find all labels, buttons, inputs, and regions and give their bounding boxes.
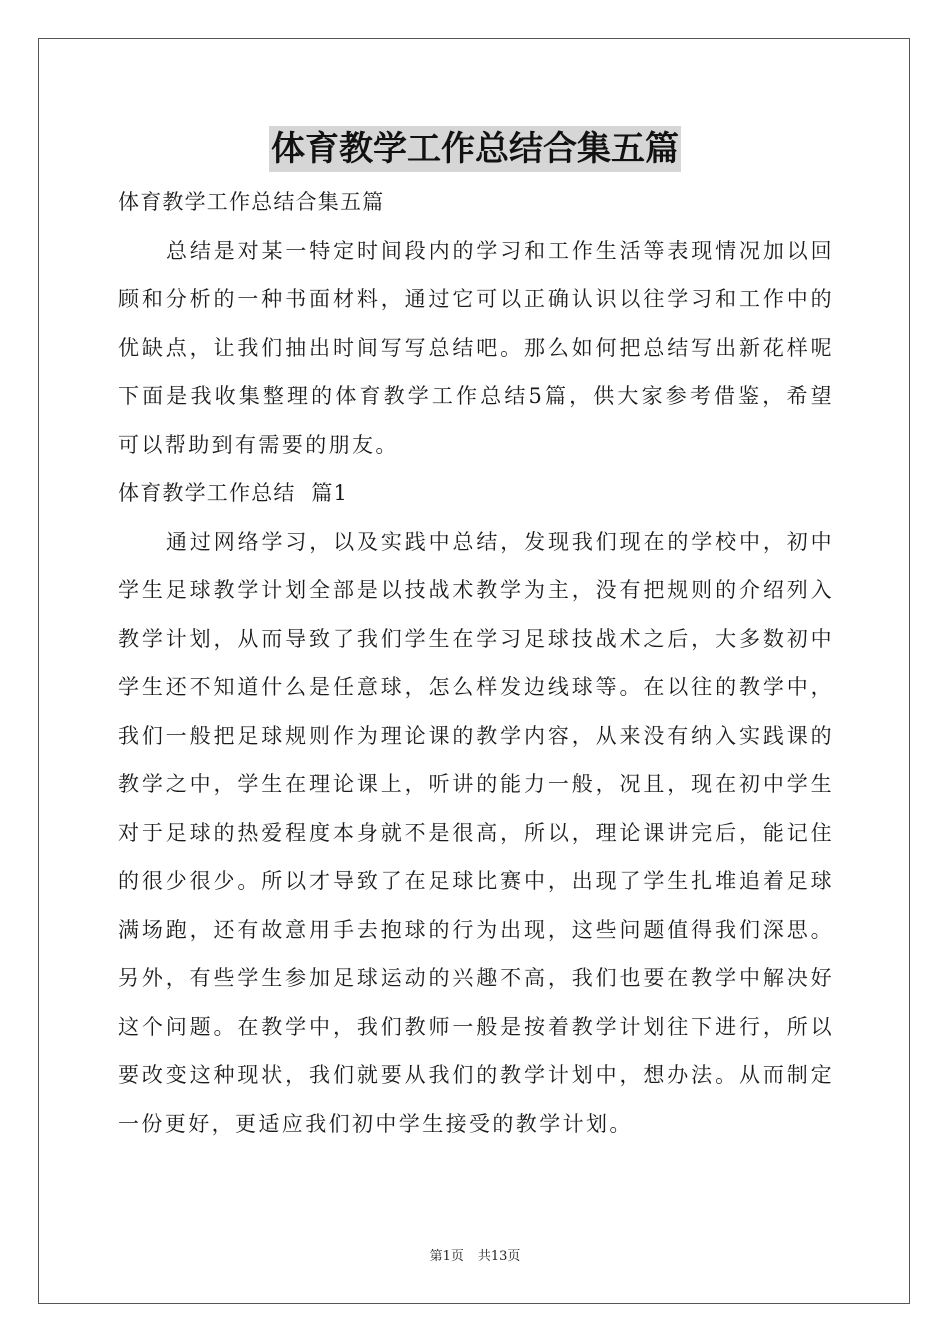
- intro-paragraph: 总结是对某一特定时间段内的学习和工作生活等表现情况加以回顾和分析的一种书面材料，通过它可以正确认识以往学习和工作中的优缺点，让我们抽出时间写写总结吧。那么如何把总结写出新花样呢下面是我收集整理的体育教学工作总结5篇，供大家参考借鉴，希望可以帮助到有需要的朋友。: [118, 238, 834, 457]
- document-title: 体育教学工作总结合集五篇: [269, 126, 681, 172]
- document-subtitle: 体育教学工作总结合集五篇: [118, 190, 385, 214]
- page-total: 共13页: [477, 1249, 521, 1264]
- page-number: 第1页: [429, 1249, 464, 1264]
- section-heading: 体育教学工作总结 篇1: [118, 481, 349, 505]
- title-container: [0, 126, 950, 172]
- page-footer: [0, 1248, 950, 1266]
- document-body: [118, 178, 834, 1148]
- section-paragraph: 通过网络学习，以及实践中总结，发现我们现在的学校中，初中学生足球教学计划全部是以技战术教学为主，没有把规则的介绍列入教学计划，从而导致了我们学生在学习足球技战术之后，大多数初中学生还不知道什么是任意球，怎么样发边线球等。在以往的教学中，我们一般把足球规则作为理论课的教学内容，从来没有纳入实践课的教学之中，学生在理论课上，听讲的能力一般，况且，现在初中学生对于足球的热爱程度本身就不是很高，所以，理论课讲完后，能记住的很少很少。所以才导致了在足球比赛中，出现了学生扎堆追着足球满场跑，还有故意用手去抱球的行为出现，这些问题值得我们深思。另外，有些学生参加足球运动的兴趣不高，我们也要在教学中解决好这个问题。在教学中，我们教师一般是按着教学计划往下进行，所以要改变这种现状，我们就要从我们的教学计划中，想办法。从而制定一份更好，更适应我们初中学生接受的教学计划。: [118, 529, 834, 1136]
